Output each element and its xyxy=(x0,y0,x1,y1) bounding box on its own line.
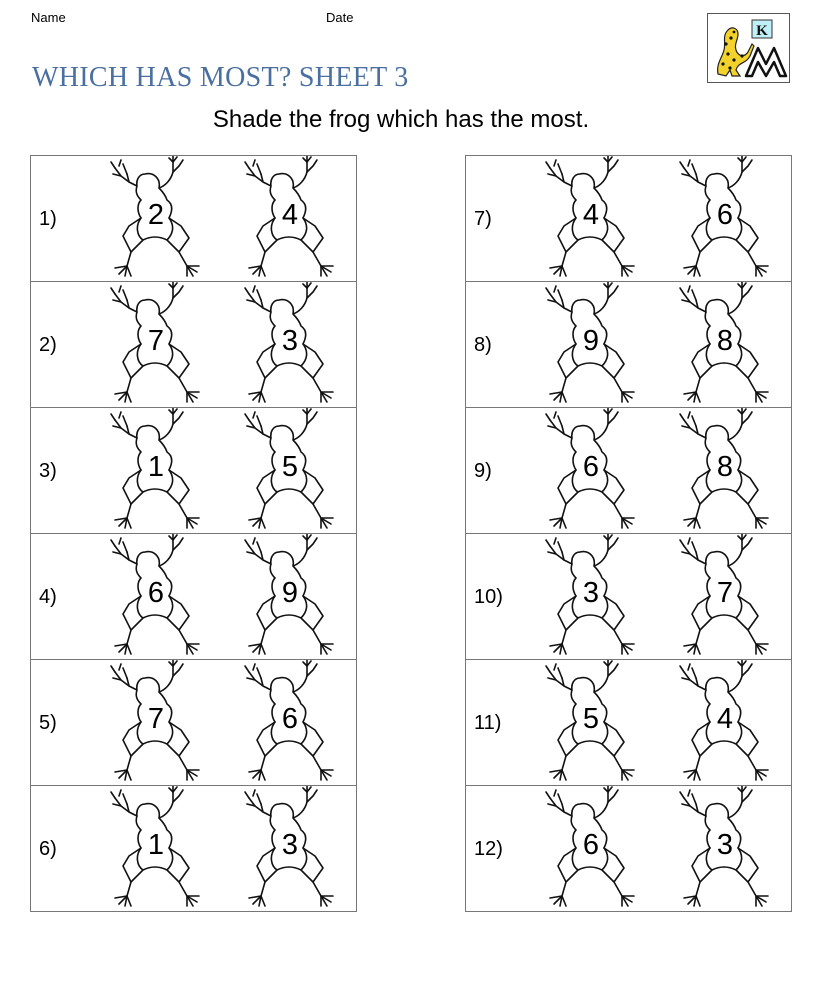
right-column xyxy=(465,155,792,912)
question-box xyxy=(30,155,357,282)
frog-option[interactable] xyxy=(536,534,646,659)
frog-count: 6 xyxy=(281,703,299,735)
question-box xyxy=(465,407,792,534)
frog-option[interactable] xyxy=(235,408,345,533)
frog-option[interactable] xyxy=(536,282,646,407)
frog-count: 5 xyxy=(281,451,299,483)
frog-option[interactable] xyxy=(101,282,211,407)
frog-option[interactable] xyxy=(101,660,211,785)
frog-option[interactable] xyxy=(101,156,211,281)
frog-option[interactable] xyxy=(670,786,780,911)
frog-count: 4 xyxy=(582,199,600,231)
question-box xyxy=(465,659,792,786)
logo-icon xyxy=(708,14,789,82)
question-box xyxy=(465,155,792,282)
frog-count: 6 xyxy=(582,829,600,861)
question-number: 10) xyxy=(474,586,503,608)
frog-count: 3 xyxy=(716,829,734,861)
frog-count: 1 xyxy=(147,451,165,483)
frog-count: 6 xyxy=(582,451,600,483)
question-box xyxy=(30,281,357,408)
question-box xyxy=(30,407,357,534)
question-box xyxy=(465,281,792,408)
date-label: Date xyxy=(326,10,354,25)
frog-count: 9 xyxy=(281,577,299,609)
frog-count: 3 xyxy=(281,325,299,357)
frog-count: 4 xyxy=(281,199,299,231)
question-number: 7) xyxy=(474,208,492,230)
frog-option[interactable] xyxy=(235,534,345,659)
name-label: Name xyxy=(31,10,66,25)
logo-letter: K xyxy=(756,23,768,39)
frog-count: 2 xyxy=(147,199,165,231)
question-number: 8) xyxy=(474,334,492,356)
page-title: WHICH HAS MOST? SHEET 3 xyxy=(32,62,409,93)
frog-option[interactable] xyxy=(670,660,780,785)
frog-option[interactable] xyxy=(536,660,646,785)
frog-count: 4 xyxy=(716,703,734,735)
question-box xyxy=(465,533,792,660)
question-number: 3) xyxy=(39,460,57,482)
instruction-text: Shade the frog which has the most. xyxy=(212,106,590,133)
question-number: 6) xyxy=(39,838,57,860)
question-number: 1) xyxy=(39,208,57,230)
question-number: 12) xyxy=(474,838,503,860)
frog-count: 1 xyxy=(147,829,165,861)
frog-option[interactable] xyxy=(101,534,211,659)
frog-count: 7 xyxy=(147,325,165,357)
question-box xyxy=(30,533,357,660)
question-number: 9) xyxy=(474,460,492,482)
frog-count: 3 xyxy=(281,829,299,861)
frog-count: 7 xyxy=(147,703,165,735)
frog-option[interactable] xyxy=(235,786,345,911)
frog-count: 7 xyxy=(716,577,734,609)
frog-option[interactable] xyxy=(536,786,646,911)
frog-option[interactable] xyxy=(536,156,646,281)
question-box xyxy=(30,785,357,912)
frog-count: 6 xyxy=(147,577,165,609)
question-number: 5) xyxy=(39,712,57,734)
frog-count: 8 xyxy=(716,451,734,483)
frog-count: 5 xyxy=(582,703,600,735)
frog-option[interactable] xyxy=(235,282,345,407)
site-logo xyxy=(707,13,790,83)
left-column xyxy=(30,155,357,912)
frog-option[interactable] xyxy=(670,408,780,533)
question-box xyxy=(30,659,357,786)
frog-option[interactable] xyxy=(235,156,345,281)
frog-option[interactable] xyxy=(235,660,345,785)
frog-option[interactable] xyxy=(670,534,780,659)
frog-option[interactable] xyxy=(536,408,646,533)
frog-option[interactable] xyxy=(670,282,780,407)
frog-count: 9 xyxy=(582,325,600,357)
question-box xyxy=(465,785,792,912)
question-number: 11) xyxy=(474,712,502,734)
question-number: 2) xyxy=(39,334,57,356)
frog-option[interactable] xyxy=(101,408,211,533)
frog-option[interactable] xyxy=(101,786,211,911)
frog-count: 3 xyxy=(582,577,600,609)
frog-count: 8 xyxy=(716,325,734,357)
frog-option[interactable] xyxy=(670,156,780,281)
question-number: 4) xyxy=(39,586,57,608)
frog-count: 6 xyxy=(716,199,734,231)
